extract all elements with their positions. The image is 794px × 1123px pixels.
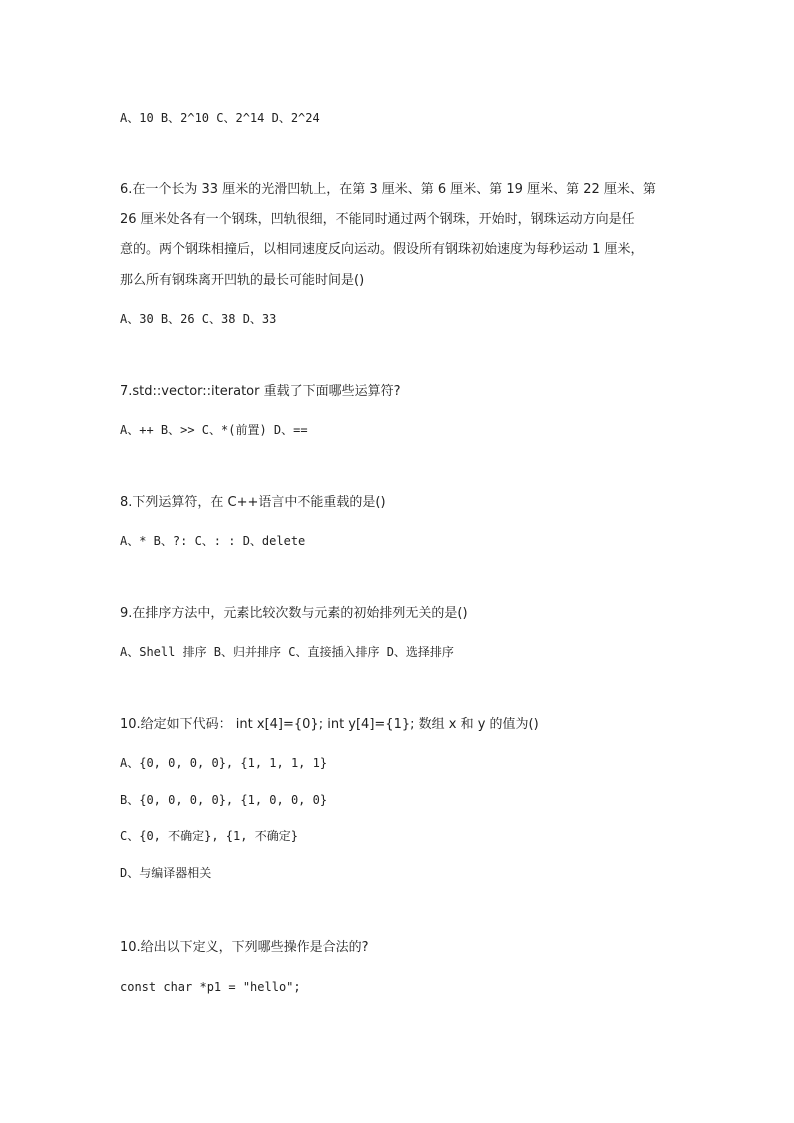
- q6-question-line-1: 6.在一个长为 33 厘米的光滑凹轨上，在第 3 厘米、第 6 厘米、第 19 厘米、第 22 厘米、第: [120, 182, 656, 197]
- q10a-option-d: D、与编译器相关: [120, 866, 212, 880]
- q6-question-line-4: 那么所有钢珠离开凹轨的最长可能时间是(): [120, 273, 365, 288]
- q8-question: 8.下列运算符，在 C++语言中不能重载的是(): [120, 495, 386, 510]
- q10a-option-a: A、{0, 0, 0, 0}, {1, 1, 1, 1}: [120, 756, 328, 770]
- q8-options: A、* B、?: C、: : D、delete: [120, 534, 306, 548]
- q9-options: A、Shell 排序 B、归并排序 C、直接插入排序 D、选择排序: [120, 645, 454, 659]
- q10a-option-b: B、{0, 0, 0, 0}, {1, 0, 0, 0}: [120, 793, 328, 807]
- q5-options: A、10 B、2^10 C、2^14 D、2^24: [120, 111, 320, 125]
- q6-question-line-3: 意的。两个钢珠相撞后，以相同速度反向运动。假设所有钢珠初始速度为每秒运动 1 厘米，: [120, 242, 644, 257]
- q10b-code: const char *p1 = "hello";: [120, 980, 301, 994]
- q6-question-line-2: 26 厘米处各有一个钢珠，凹轨很细，不能同时通过两个钢珠，开始时，钢珠运动方向是任: [120, 212, 635, 227]
- q10a-option-c: C、{0, 不确定}, {1, 不确定}: [120, 829, 298, 843]
- q7-options: A、++ B、>> C、*(前置) D、==: [120, 423, 308, 437]
- q7-question: 7.std::vector::iterator 重载了下面哪些运算符?: [120, 384, 401, 399]
- q10b-question: 10.给出以下定义，下列哪些操作是合法的?: [120, 940, 369, 955]
- q10a-question: 10.给定如下代码： int x[4]={0}; int y[4]={1}; 数组 x 和 y 的值为(): [120, 717, 539, 732]
- q6-options: A、30 B、26 C、38 D、33: [120, 312, 277, 326]
- q9-question: 9.在排序方法中，元素比较次数与元素的初始排列无关的是(): [120, 606, 468, 621]
